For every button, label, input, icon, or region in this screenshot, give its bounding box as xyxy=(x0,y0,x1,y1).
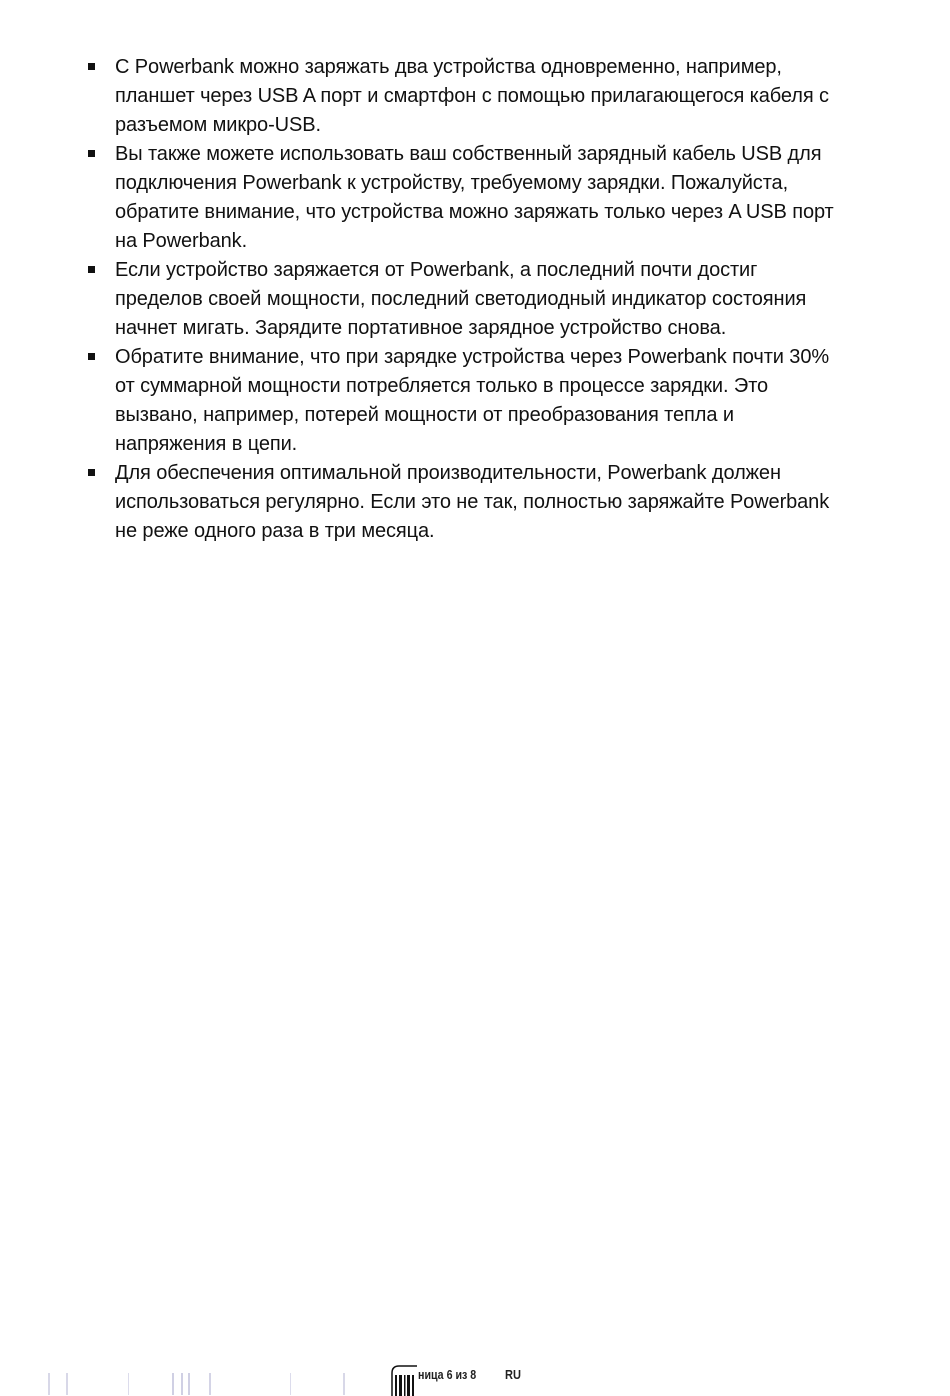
page-footer xyxy=(0,1363,950,1396)
list-item xyxy=(86,343,846,459)
square-bullet-icon xyxy=(88,266,95,273)
page-number: ница 6 из 8 xyxy=(418,1367,477,1382)
scan-artifact-marks xyxy=(0,1363,380,1396)
list-item-text: Для обеспечения оптимальной производительности, Powerbank должен использоваться регулярно. Если это не так, полностью заряжайте Powerbank не реже одного раза в три месяца. xyxy=(115,462,830,542)
list-item-text: С Powerbank можно заряжать два устройства одновременно, например, планшет через USB A порт и смартфон с помощью прилагающегося кабеля с разъемом микро-USB. xyxy=(115,56,829,136)
list-item xyxy=(86,140,846,256)
square-bullet-icon xyxy=(88,150,95,157)
list-item-text: Вы также можете использовать ваш собственный зарядный кабель USB для подключения Powerbank к устройству, требуемому зарядки. Пожалуйста, обратите внимание, что устройства можно заряжать только через A USB порт на Powerbank. xyxy=(115,143,834,252)
list-item xyxy=(86,459,846,546)
list-item xyxy=(86,256,846,343)
list-item-text: Обратите внимание, что при зарядке устройства через Powerbank почти 30% от суммарной мощности потребляется только в процессе зарядки. Это вызвано, например, потерей мощности от преобразования тепла и напряжения в цепи. xyxy=(115,346,830,455)
list-item xyxy=(86,53,846,140)
language-code: RU xyxy=(505,1367,521,1382)
barcode-icon xyxy=(389,1363,419,1396)
bullet-list xyxy=(86,53,846,546)
list-item-text: Если устройство заряжается от Powerbank, а последний почти достиг пределов своей мощности, последний светодиодный индикатор состояния начнет мигать. Зарядите портативное зарядное устройство снова. xyxy=(115,259,807,339)
square-bullet-icon xyxy=(88,63,95,70)
square-bullet-icon xyxy=(88,353,95,360)
square-bullet-icon xyxy=(88,469,95,476)
